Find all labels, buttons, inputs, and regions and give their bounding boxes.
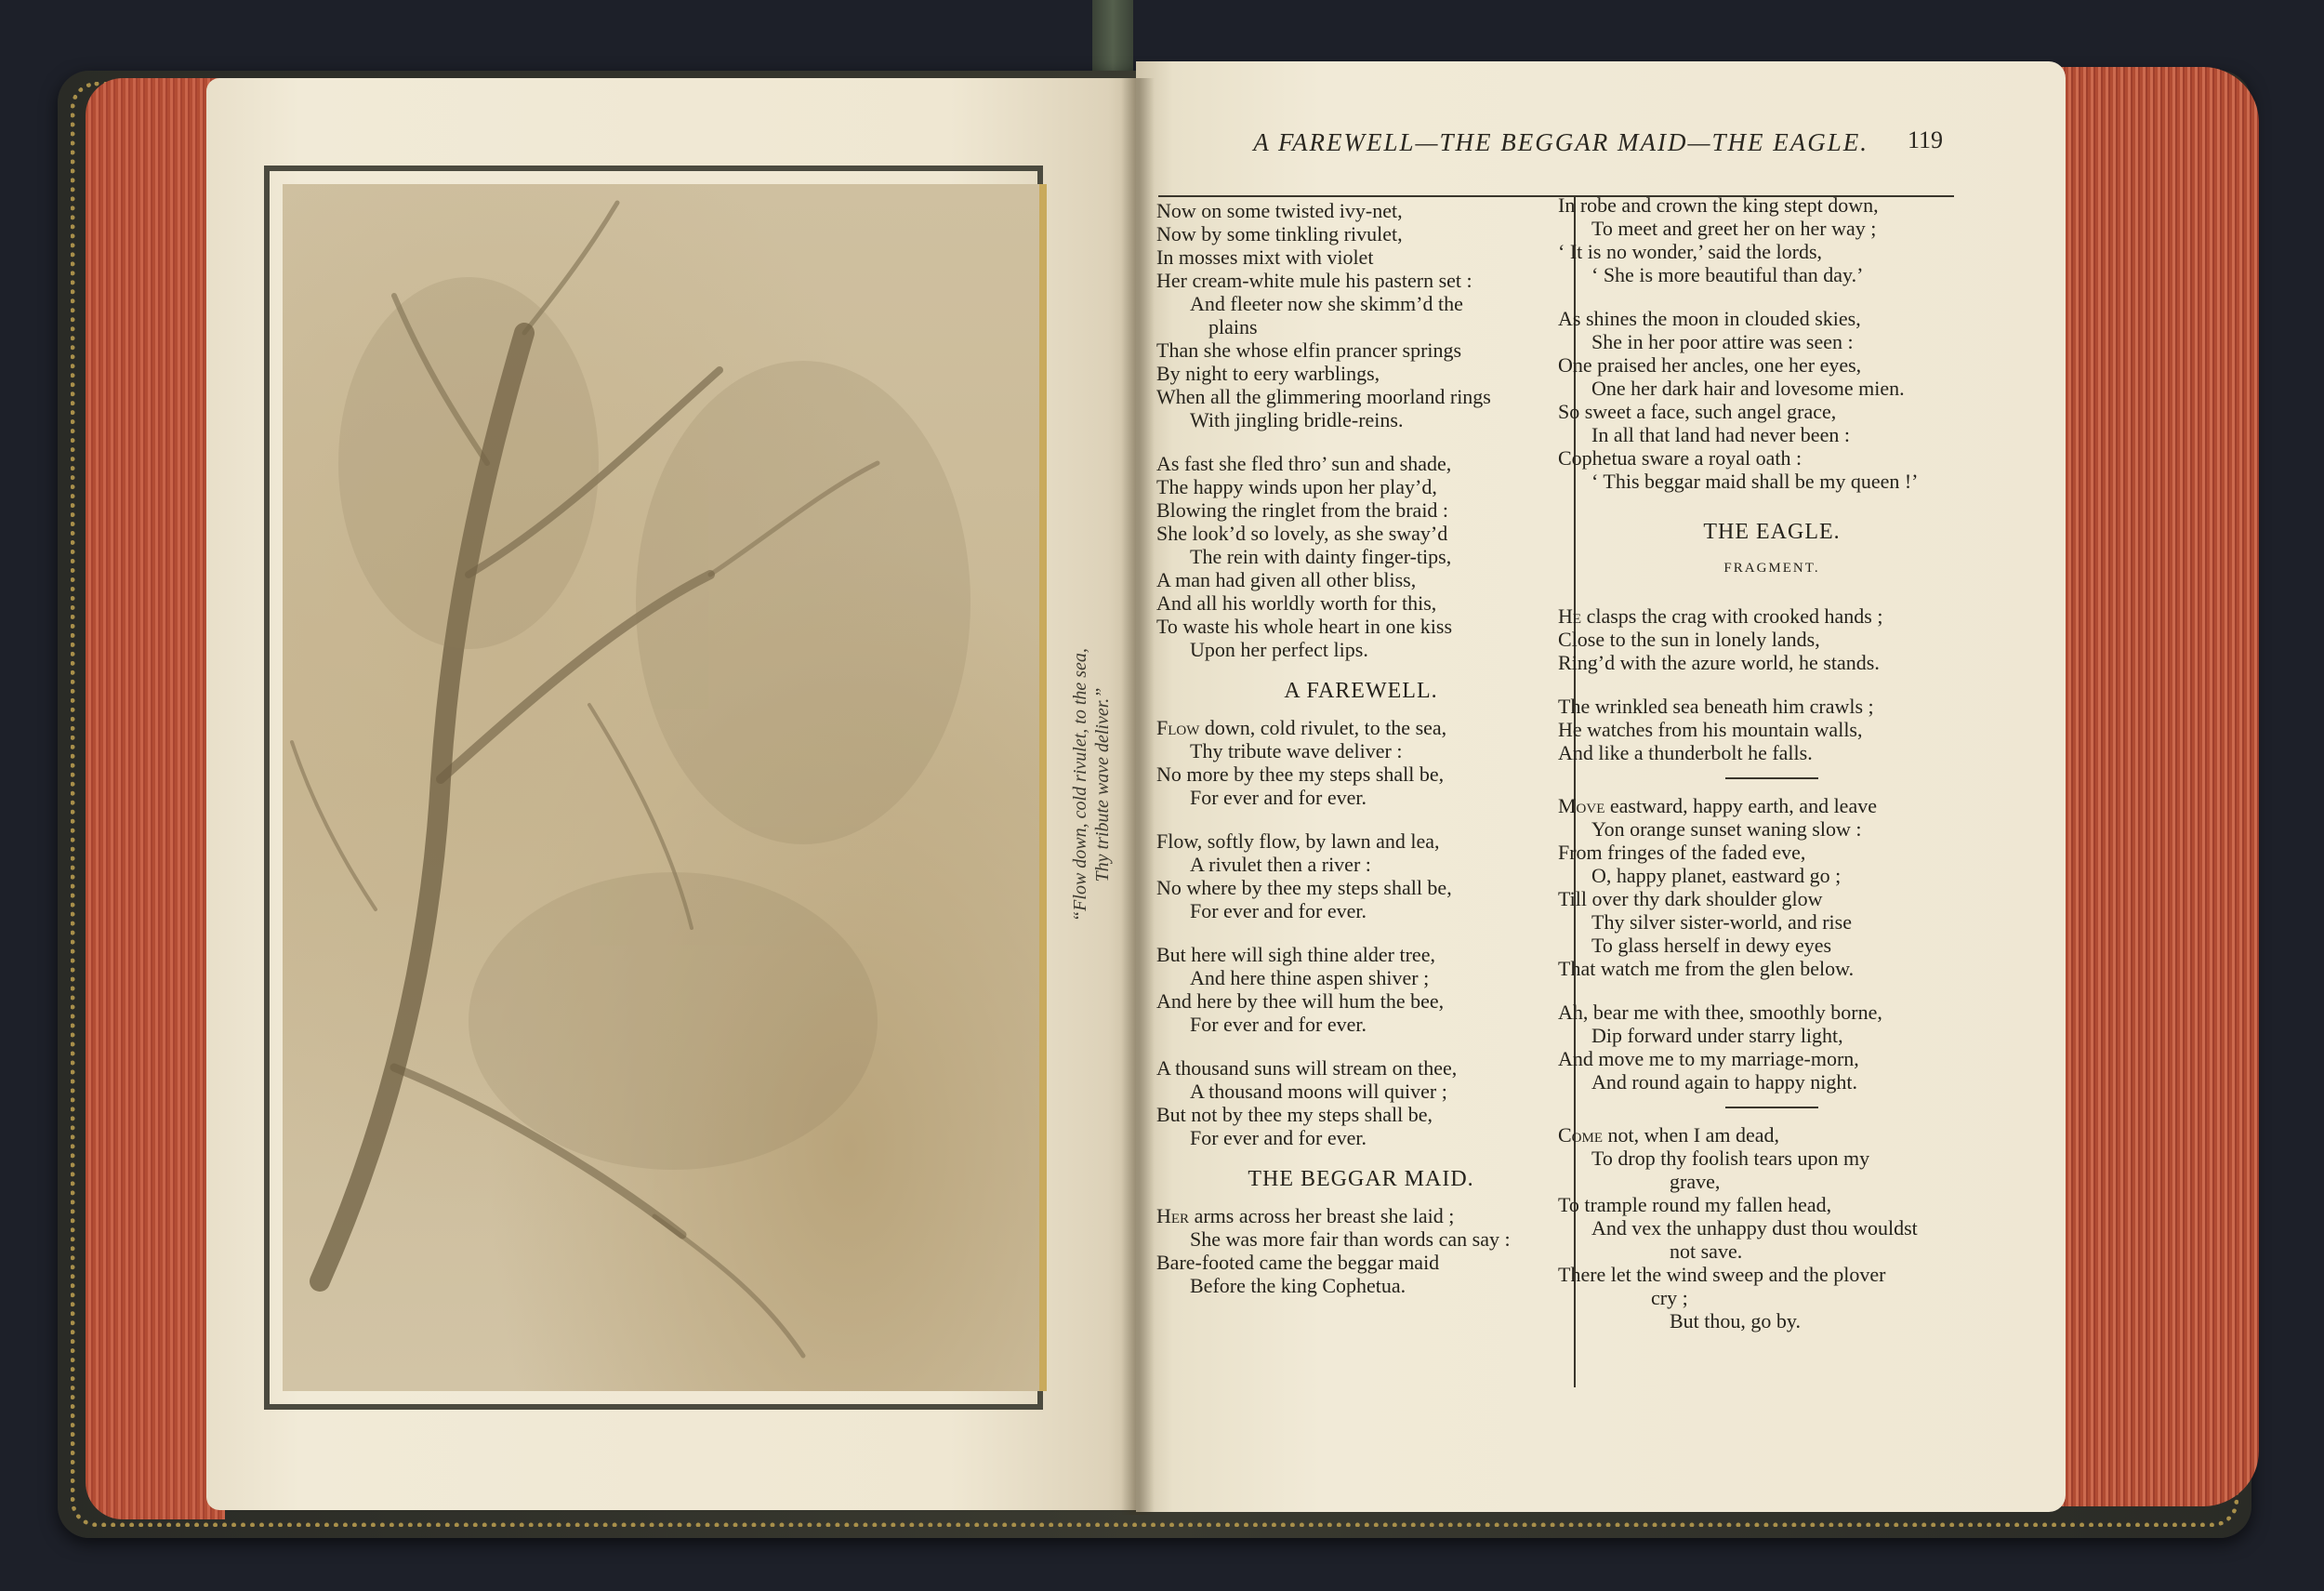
verse-line: Till over thy dark shoulder glow [1558,887,1823,910]
poem-title-eagle: THE EAGLE. [1703,520,1841,544]
verse-line: not save. [1670,1240,1743,1263]
poem-title-beggar-maid: THE BEGGAR MAID. [1248,1167,1474,1191]
verse-line: ‘ It is no wonder,’ said the lords, [1558,240,1823,263]
verse-line: For ever and for ever. [1190,1126,1367,1149]
verse-line: One her dark hair and lovesome mien. [1591,377,1905,400]
verse-line: arms across her breast she laid ; [1189,1204,1455,1227]
drop-word: Her [1156,1204,1190,1227]
poem-subtitle: FRAGMENT. [1723,561,1820,576]
verse-line: And move me to my marriage-morn, [1558,1047,1859,1070]
verse-line: Yon orange sunset waning slow : [1591,817,1862,841]
verse-line: And vex the unhappy dust thou wouldst [1591,1216,1918,1240]
verse-line: A thousand moons will quiver ; [1190,1080,1447,1103]
verse-line: The happy winds upon her play’d, [1156,475,1437,498]
verse-line: And like a thunderbolt he falls. [1558,741,1813,764]
verse-line: cry ; [1651,1286,1688,1309]
caption-line: Thy tribute wave deliver.” [1092,687,1113,882]
verse-line: clasps the crag with crooked hands ; [1581,604,1883,628]
verse-line: But here will sigh thine alder tree, [1156,943,1435,966]
verse-line: A thousand suns will stream on thee, [1156,1056,1458,1080]
verse-line: She look’d so lovely, as she sway’d [1156,522,1448,545]
verse-line: She in her poor attire was seen : [1591,330,1854,353]
verse-line: Than she whose elfin prancer springs [1156,338,1462,362]
verse-line: The wrinkled sea beneath him crawls ; [1558,695,1874,718]
verse-line: eastward, happy earth, and leave [1604,794,1877,817]
verse-line: In all that land had never been : [1591,423,1850,446]
verse-line: And round again to happy night. [1591,1070,1857,1094]
verse-line: not, when I am dead, [1603,1123,1780,1147]
drop-word: Flow [1156,716,1200,739]
verse-line: To glass herself in dewy eyes [1591,934,1832,957]
caption-line: “Flow down, cold rivulet, to the sea, [1070,648,1090,921]
verse-line: And here thine aspen shiver ; [1190,966,1430,989]
verse-line: Now by some tinkling rivulet, [1156,222,1403,245]
verse-line: With jingling bridle-reins. [1190,408,1404,431]
verse-line: A rivulet then a river : [1190,853,1371,876]
verse-line: And here by thee will hum the bee, [1156,989,1445,1013]
section-rule [1725,777,1818,779]
verse-line: From fringes of the faded eve, [1558,841,1806,864]
plate-caption [1063,595,1119,986]
verse-line: ‘ She is more beautiful than day.’ [1591,263,1864,286]
drop-word: Move [1558,794,1605,817]
verse-line: Dip forward under starry light, [1591,1024,1843,1047]
verse-line: He watches from his mountain walls, [1558,718,1863,741]
verse-line: Now on some twisted ivy-net, [1156,199,1403,222]
running-head: A FAREWELL—THE BEGGAR MAID—THE EAGLE. [1253,128,1868,156]
verse-line: The rein with dainty finger-tips, [1190,545,1452,568]
verse-line: By night to eery warblings, [1156,362,1380,385]
verse-line: But not by thee my steps shall be, [1156,1103,1433,1126]
book-gutter [1121,78,1155,1515]
verse-line: Before the king Cophetua. [1190,1274,1406,1297]
left-page-edges [86,78,225,1519]
verse-line: As fast she fled thro’ sun and shade, [1156,452,1452,475]
verse-line: In robe and crown the king stept down, [1558,193,1879,217]
verse-line: But thou, go by. [1670,1309,1801,1332]
verse-line: And fleeter now she skimm’d the [1190,292,1463,315]
verse-line: One praised her ancles, one her eyes, [1558,353,1862,377]
verse-line: So sweet a face, such angel grace, [1558,400,1837,423]
page-number: 119 [1908,126,1944,153]
section-rule [1725,1107,1818,1108]
verse-line: In mosses mixt with violet [1156,245,1374,269]
verse-line: plains [1208,315,1258,338]
text-column-right [1558,193,1986,1332]
verse-line: As shines the moon in clouded skies, [1558,307,1861,330]
verse-line: Ah, bear me with thee, smoothly borne, [1558,1001,1882,1024]
landscape-photograph [283,184,1047,1391]
poem-title-farewell: A FAREWELL. [1284,679,1438,703]
verse-line: Her cream-white mule his pastern set : [1156,269,1472,292]
verse-line: Cophetua sware a royal oath : [1558,446,1802,470]
verse-line: Upon her perfect lips. [1190,638,1368,661]
verse-line: To waste his whole heart in one kiss [1156,615,1453,638]
verse-line: To trample round my fallen head, [1558,1193,1832,1216]
tree-illustration [283,184,1039,1391]
verse-line: To meet and greet her on her way ; [1591,217,1877,240]
verse-line: grave, [1670,1170,1721,1193]
verse-line: Flow, softly flow, by lawn and lea, [1156,829,1440,853]
verse-line: Ring’d with the azure world, he stands. [1558,651,1880,674]
verse-line: Close to the sun in lonely lands, [1558,628,1820,651]
verse-line: O, happy planet, eastward go ; [1591,864,1842,887]
verse-line: She was more fair than words can say : [1190,1227,1511,1251]
verse-line: For ever and for ever. [1190,1013,1367,1036]
verse-line: For ever and for ever. [1190,899,1367,922]
right-page-edges [2036,67,2259,1506]
verse-line: Bare-footed came the beggar maid [1156,1251,1440,1274]
verse-line: And all his worldly worth for this, [1156,591,1437,615]
verse-line: That watch me from the glen below. [1558,957,1855,980]
verse-line: Blowing the ringlet from the braid : [1156,498,1449,522]
verse-line: When all the glimmering moorland rings [1156,385,1491,408]
drop-word: Come [1558,1123,1604,1147]
text-column-left [1156,199,1565,1297]
verse-line: No more by thee my steps shall be, [1156,762,1445,786]
verse-line: Thy tribute wave deliver : [1190,739,1403,762]
verse-line: No where by thee my steps shall be, [1156,876,1452,899]
verse-line: There let the wind sweep and the plover [1558,1263,1886,1286]
verse-line: down, cold rivulet, to the sea, [1199,716,1447,739]
verse-line: To drop thy foolish tears upon my [1591,1147,1870,1170]
verse-line: Thy silver sister-world, and rise [1591,910,1852,934]
drop-word: He [1558,604,1582,628]
verse-line: ‘ This beggar maid shall be my queen !’ [1591,470,1919,493]
verse-line: A man had given all other bliss, [1156,568,1417,591]
verse-line: For ever and for ever. [1190,786,1367,809]
